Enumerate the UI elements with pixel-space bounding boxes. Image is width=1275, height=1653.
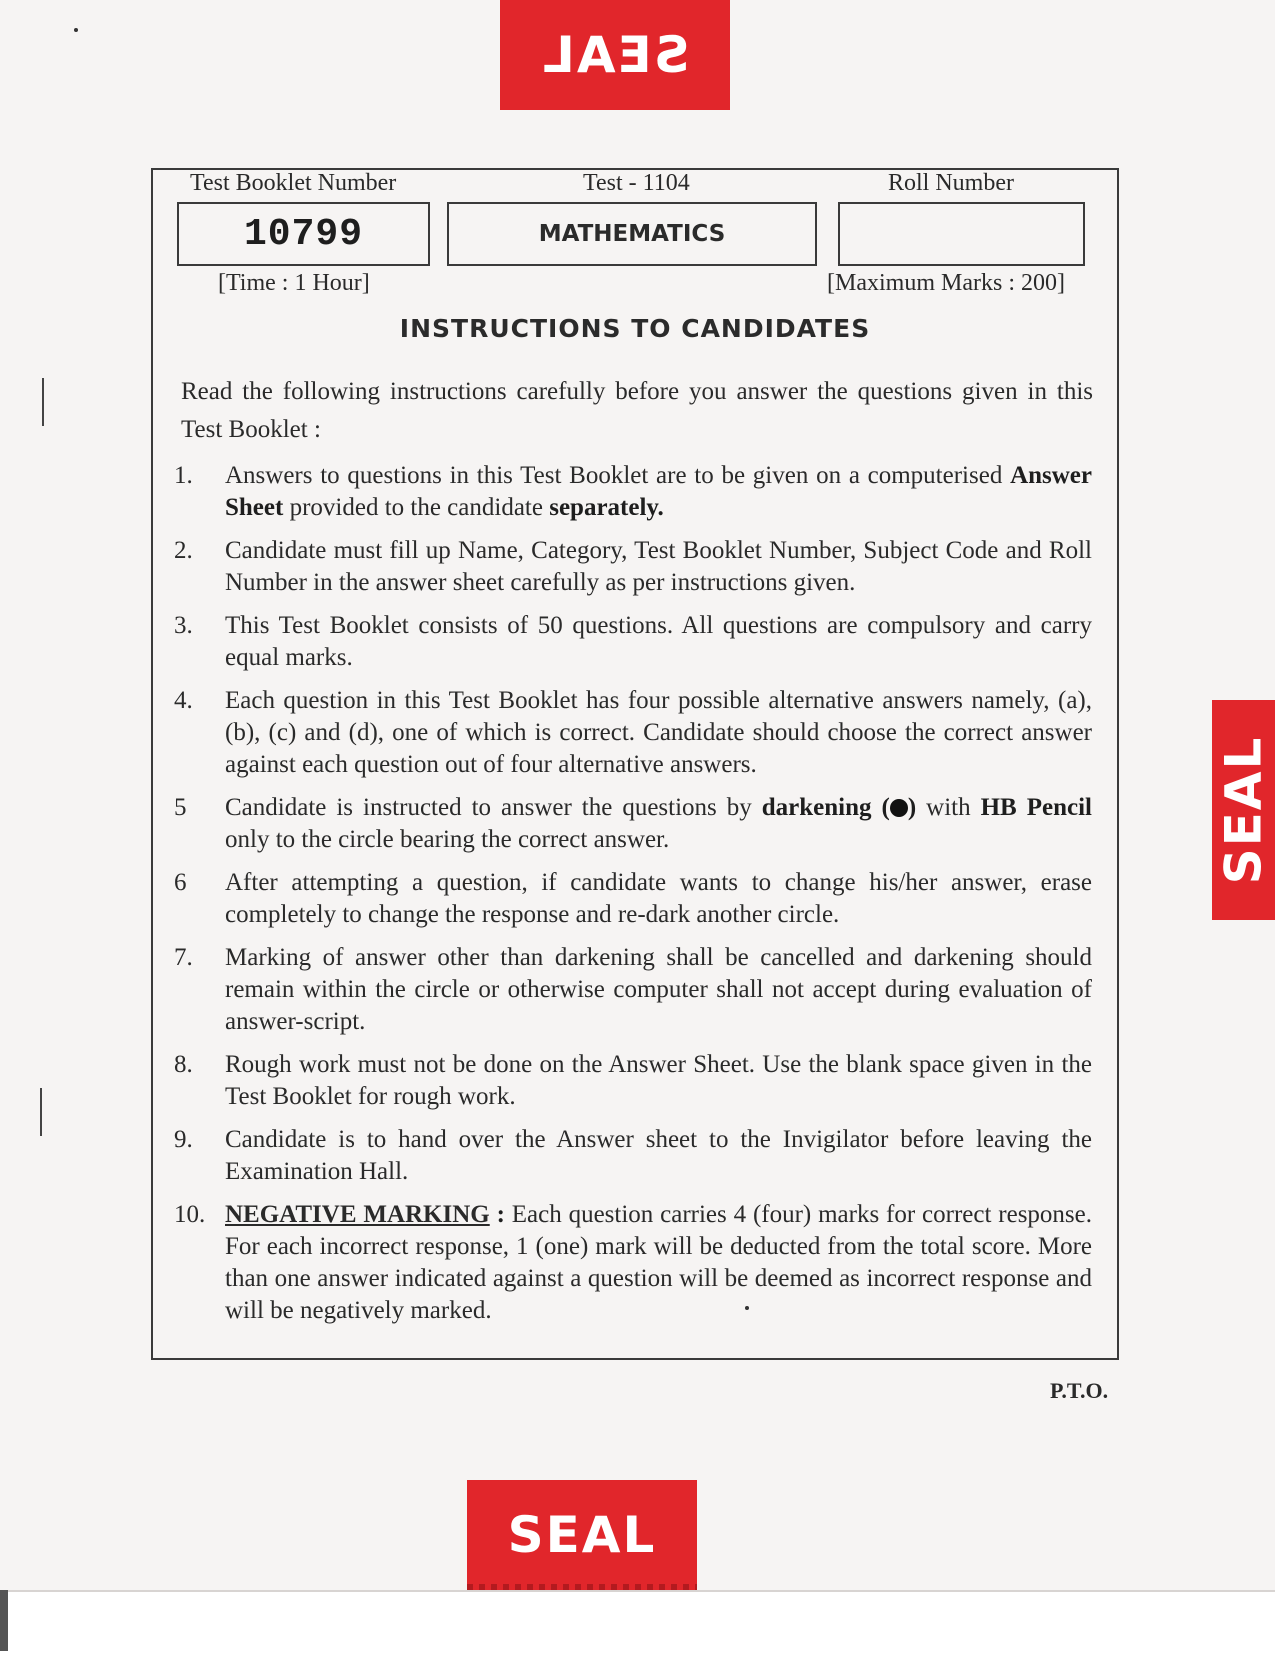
text-run: with xyxy=(916,794,981,821)
text-run: Rough work must not be done on the Answer Sheet. Use the blank space given in the Test Booklet for rough work. xyxy=(225,1051,1092,1110)
bold-text: HB Pencil xyxy=(980,794,1092,821)
maximum-marks: [Maximum Marks : 200] xyxy=(827,270,1065,296)
instruction-number: 5 xyxy=(174,794,187,821)
roll-number-label: Roll Number xyxy=(888,170,1014,196)
instruction-item xyxy=(174,1049,1092,1113)
instruction-item xyxy=(174,610,1092,674)
margin-mark xyxy=(42,378,44,426)
text-run: Candidate is to hand over the Answer sheet to the Invigilator before leaving the Examination Hall. xyxy=(225,1126,1092,1185)
subject-box xyxy=(447,202,817,266)
instruction-text xyxy=(225,1049,1092,1113)
bold-text: : xyxy=(489,1201,512,1228)
instruction-number: 8. xyxy=(174,1051,193,1078)
booklet-number: 10799 xyxy=(243,212,364,256)
subject-name: MATHEMATICS xyxy=(538,221,726,247)
instruction-number: 7. xyxy=(174,944,193,971)
text-run: Each question carries 4 (four) marks for correct response. For each incorrect response, 1 (one) mark will be deducted from the total score. More than one answer indicated against a question will be deemed as incorrect response and will be negatively marked. xyxy=(225,1201,1093,1324)
instruction-number: 2. xyxy=(174,537,193,564)
seal-right xyxy=(1212,700,1275,920)
text-run: only to the circle bearing the correct answer. xyxy=(225,826,670,853)
instruction-number: 1. xyxy=(174,462,193,489)
page-bottom-edge xyxy=(0,1590,1275,1653)
instruction-text xyxy=(225,535,1092,599)
instruction-item xyxy=(174,942,1092,1038)
instruction-text xyxy=(225,942,1092,1038)
instruction-item xyxy=(174,535,1092,599)
intro-text: Read the following instructions carefully before you answer the questions given in this Test Booklet : xyxy=(181,378,1093,443)
seal-top-text: SEAL xyxy=(540,26,690,84)
page-title: INSTRUCTIONS TO CANDIDATES xyxy=(399,314,871,343)
instruction-text xyxy=(225,792,1092,856)
instruction-item xyxy=(174,867,1092,931)
roll-number-box[interactable] xyxy=(838,202,1085,266)
instruction-item xyxy=(174,685,1092,781)
instruction-text xyxy=(225,610,1092,674)
negative-marking-label: NEGATIVE MARKING xyxy=(225,1201,490,1228)
instruction-text xyxy=(225,1124,1092,1188)
booklet-number-label: Test Booklet Number xyxy=(190,170,397,196)
text-run: Candidate is instructed to answer the questions by xyxy=(225,794,762,821)
text-run: Each question in this Test Booklet has four possible alternative answers namely, (a), (b), (c) and (d), one of which is correct. Candidate should choose the correct answer against each question out of four alternative answers. xyxy=(225,687,1092,778)
instruction-item xyxy=(174,1124,1092,1188)
bold-text: Answer Sheet xyxy=(225,462,1092,521)
text-run: Answers to questions in this Test Booklet are to be given on a computerised xyxy=(225,462,1011,489)
bold-text: ) xyxy=(907,794,917,821)
instruction-number: 9. xyxy=(174,1126,193,1153)
test-code-label: Test - 1104 xyxy=(583,170,690,196)
seal-top xyxy=(500,0,730,110)
booklet-number-box xyxy=(177,202,430,266)
speck xyxy=(74,28,78,32)
bold-text: separately. xyxy=(549,494,664,521)
text-run: After attempting a question, if candidate wants to change his/her answer, erase completely to change the response and re-dark another circle. xyxy=(225,869,1092,928)
page-left-edge xyxy=(0,1590,8,1651)
text-run: provided to the candidate xyxy=(283,494,550,521)
text-run: This Test Booklet consists of 50 questions. All questions are compulsory and carry equal marks. xyxy=(225,612,1092,671)
seal-right-text: SEAL xyxy=(1214,735,1273,885)
text-run: Marking of answer other than darkening shall be cancelled and darkening should remain within the circle or otherwise computer shall not accept during evaluation of answer-script. xyxy=(225,944,1092,1035)
instruction-item xyxy=(174,460,1092,524)
instruction-text xyxy=(225,460,1092,524)
pto-label: P.T.O. xyxy=(1050,1378,1109,1403)
instruction-number: 6 xyxy=(174,869,187,896)
filled-circle-icon xyxy=(890,799,908,817)
instruction-text xyxy=(225,1199,1092,1327)
seal-bottom xyxy=(467,1480,697,1590)
instruction-text xyxy=(225,685,1092,781)
instruction-item xyxy=(174,792,1092,856)
instruction-list xyxy=(174,460,1092,1338)
seal-bottom-text: SEAL xyxy=(507,1506,657,1564)
instruction-text xyxy=(225,867,1092,931)
instruction-number: 4. xyxy=(174,687,193,714)
text-run: Candidate must fill up Name, Category, Test Booklet Number, Subject Code and Roll Number in the answer sheet carefully as per instructions given. xyxy=(225,537,1092,596)
bold-text: darkening ( xyxy=(761,794,890,821)
time-allowed: [Time : 1 Hour] xyxy=(218,270,370,296)
margin-mark xyxy=(40,1088,42,1136)
instruction-item xyxy=(174,1199,1092,1327)
instruction-number: 10. xyxy=(174,1201,206,1228)
instruction-number: 3. xyxy=(174,612,193,639)
